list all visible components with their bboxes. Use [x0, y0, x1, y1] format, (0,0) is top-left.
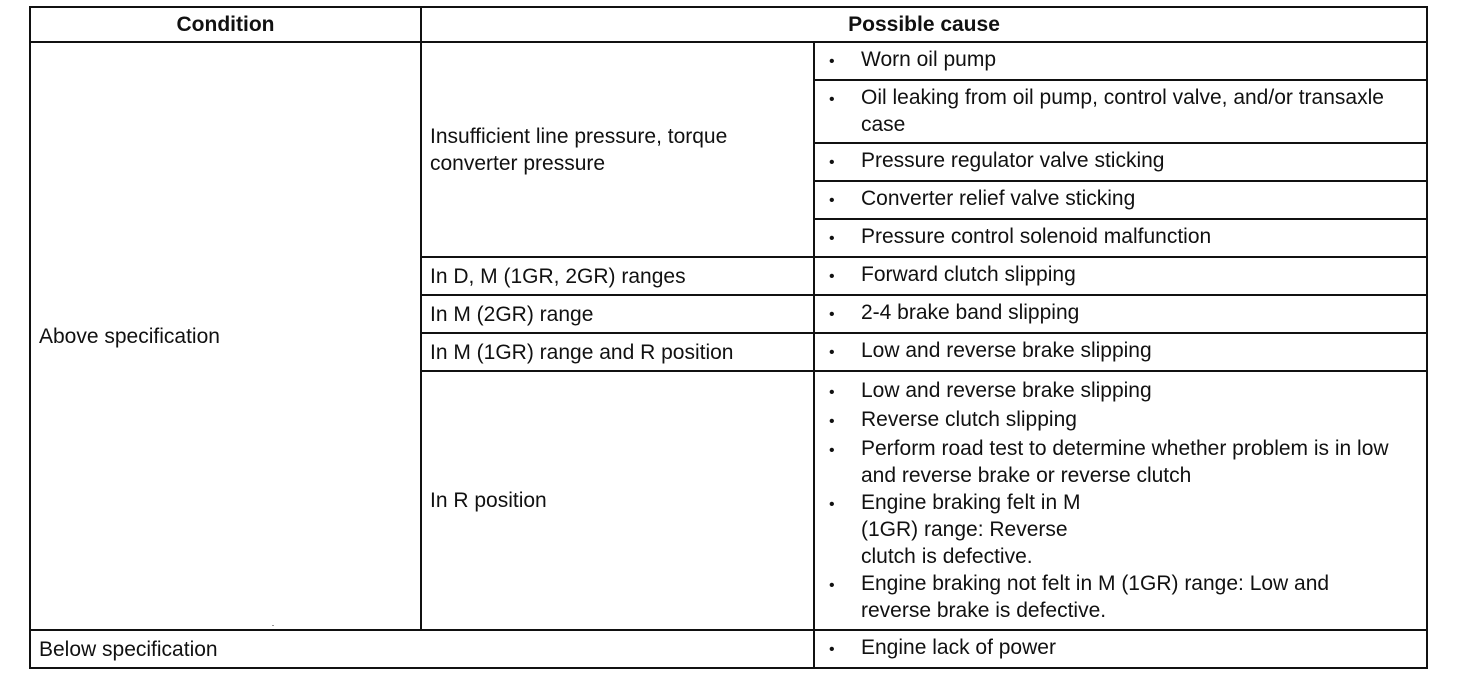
sub-condition-m2-range: In M (2GR) range — [421, 295, 814, 333]
bullet-icon — [829, 406, 861, 435]
cause-cell: • Engine lack of power — [814, 630, 1427, 668]
bullet-icon — [829, 223, 861, 252]
cause-cell: • Oil leaking from oil pump, control valve, and/or transaxle case — [814, 80, 1427, 143]
cause-cell: • Low and reverse brake slipping — [814, 333, 1427, 371]
bullet-icon — [829, 299, 861, 328]
bullet-icon — [829, 570, 861, 624]
table-row — [30, 630, 1427, 668]
cause-cell: • Forward clutch slipping — [814, 257, 1427, 295]
header-row — [30, 7, 1427, 42]
bullet-icon — [829, 185, 861, 214]
scan-mark — [272, 625, 274, 626]
bullet-icon — [829, 634, 861, 663]
bullet-icon — [829, 435, 861, 489]
bullet-icon — [829, 261, 861, 290]
bullet-icon — [829, 147, 861, 176]
bullet-icon — [829, 84, 861, 138]
header-condition: Condition — [30, 7, 421, 42]
cause-cell: • Worn oil pump — [814, 42, 1427, 80]
sub-condition-insufficient: Insufficient line pressure, torque converter pressure — [421, 42, 814, 257]
table-row — [30, 42, 1427, 80]
cause-cell-list: • Low and reverse brake slipping • Reverse clutch slipping • Perform road test to determine whether problem is in low and reverse brake or reverse clutch • Engine braking felt in M (1GR) range: Reverse clutch is defective. • Engine braking not felt in M (1GR) range: Low and reverse brake is defective. — [814, 371, 1427, 630]
cause-cell: • Pressure control solenoid malfunction — [814, 219, 1427, 257]
cause-cell: • Pressure regulator valve sticking — [814, 143, 1427, 181]
sub-condition-d-range: In D, M (1GR, 2GR) ranges — [421, 257, 814, 295]
sub-condition-r-position: In R position — [421, 371, 814, 630]
header-possible-cause: Possible cause — [421, 7, 1427, 42]
bullet-icon — [829, 377, 861, 406]
bullet-icon — [829, 489, 861, 570]
bullet-icon — [829, 46, 861, 75]
sub-condition-m1-r: In M (1GR) range and R position — [421, 333, 814, 371]
bullet-icon — [829, 337, 861, 366]
condition-above: Above specification — [30, 42, 421, 630]
cause-cell: • 2-4 brake band slipping — [814, 295, 1427, 333]
diagnosis-table — [29, 6, 1428, 669]
condition-below: Below specification — [30, 630, 814, 668]
cause-cell: • Converter relief valve sticking — [814, 181, 1427, 219]
